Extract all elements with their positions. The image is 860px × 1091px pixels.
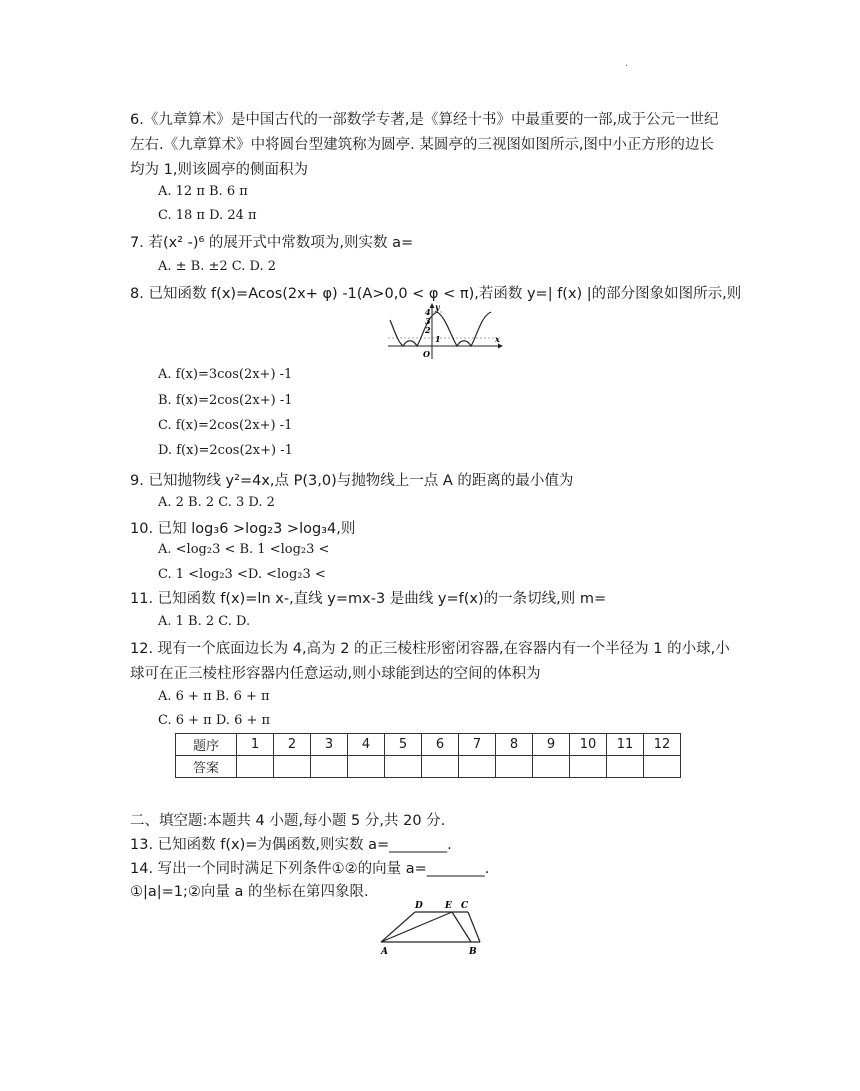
answer-table-number: 12 bbox=[644, 734, 681, 756]
q10-options-row-1: A. <log₂3 < B. 1 <log₂3 < bbox=[158, 542, 330, 557]
q7-stem: 7. 若(x² -)⁶ 的展开式中常数项为,则实数 a= bbox=[130, 235, 414, 251]
answer-cell[interactable] bbox=[533, 756, 570, 778]
x-axis-arrow-icon bbox=[498, 344, 503, 349]
answer-table-answer-row bbox=[176, 756, 681, 778]
point-label-c: C bbox=[461, 901, 469, 911]
answer-cell[interactable] bbox=[422, 756, 459, 778]
answer-table-number: 10 bbox=[570, 734, 607, 756]
point-label-d: D bbox=[415, 901, 423, 911]
q6-line-2: 左右.《九章算术》中将圆台型建筑称为圆亭. 某圆亭的三视图如图所示,图中小正方形的边长 bbox=[130, 137, 714, 153]
graph-tick-2: 2 bbox=[425, 325, 431, 335]
answer-cell[interactable] bbox=[237, 756, 274, 778]
q11-stem: 11. 已知函数 f(x)=ln x-,直线 y=mx-3 是曲线 y=f(x)的一条切线,则 m= bbox=[130, 591, 607, 607]
answer-cell[interactable] bbox=[274, 756, 311, 778]
q12-line-1: 12. 现有一个底面边长为 4,高为 2 的正三棱柱形密闭容器,在容器内有一个半径为 1 的小球,小 bbox=[130, 641, 730, 657]
answer-table-number: 8 bbox=[496, 734, 533, 756]
question-13: 13. 已知函数 f(x)=为偶函数,则实数 a=________. bbox=[130, 837, 452, 853]
q10-options-row-2: C. 1 <log₂3 <D. <log₂3 < bbox=[158, 567, 326, 582]
q11-options: A. 1 B. 2 C. D. bbox=[158, 614, 251, 629]
edge-ae bbox=[381, 912, 452, 942]
answer-table-number: 6 bbox=[422, 734, 459, 756]
answer-cell[interactable] bbox=[348, 756, 385, 778]
q10-stem: 10. 已知 log₃6 >log₂3 >log₃4,则 bbox=[130, 521, 356, 537]
graph-tick-1: 1 bbox=[435, 334, 441, 344]
trapezoid-figure bbox=[375, 896, 490, 958]
edge-ad bbox=[381, 912, 415, 942]
graph-origin-label: O bbox=[423, 349, 430, 359]
answer-cell[interactable] bbox=[570, 756, 607, 778]
graph-y-label: y bbox=[435, 302, 440, 312]
graph-x-label: x bbox=[495, 334, 500, 344]
answer-table-number-row bbox=[176, 734, 681, 756]
answer-cell[interactable] bbox=[311, 756, 348, 778]
answer-cell[interactable] bbox=[496, 756, 533, 778]
answer-table-header-number: 题序 bbox=[176, 734, 237, 756]
q8-option-b: B. f(x)=2cos(2x+) -1 bbox=[158, 393, 293, 408]
q12-options-row-2: C. 6 + π D. 6 + π bbox=[158, 713, 271, 728]
point-label-a: A bbox=[381, 947, 388, 957]
question-14-line-2: ①|a|=1;②向量 a 的坐标在第四象限. bbox=[130, 884, 369, 900]
answer-table bbox=[175, 733, 681, 778]
answer-table-header-answer: 答案 bbox=[176, 756, 237, 778]
q8-option-a: A. f(x)=3cos(2x+) -1 bbox=[158, 367, 293, 382]
q6-options-row-2: C. 18 π D. 24 π bbox=[158, 208, 257, 223]
header-mark: . bbox=[625, 58, 629, 69]
q6-options-row-1: A. 12 π B. 6 π bbox=[158, 184, 248, 199]
answer-table-number: 3 bbox=[311, 734, 348, 756]
q8-option-d: D. f(x)=2cos(2x+) -1 bbox=[158, 443, 293, 458]
question-14-line-1: 14. 写出一个同时满足下列条件①②的向量 a=________. bbox=[130, 861, 490, 877]
q9-stem: 9. 已知抛物线 y²=4x,点 P(3,0)与抛物线上一点 A 的距离的最小值为 bbox=[130, 473, 574, 489]
answer-table-number: 1 bbox=[237, 734, 274, 756]
answer-table-number: 7 bbox=[459, 734, 496, 756]
answer-table-number: 2 bbox=[274, 734, 311, 756]
q6-line-3: 均为 1,则该圆亭的侧面积为 bbox=[130, 162, 308, 178]
answer-cell[interactable] bbox=[607, 756, 644, 778]
q12-options-row-1: A. 6 + π B. 6 + π bbox=[158, 689, 270, 704]
graph-tick-3: 3 bbox=[425, 316, 431, 326]
point-label-b: B bbox=[469, 947, 477, 957]
q7-options: A. ± B. ±2 C. D. 2 bbox=[158, 259, 277, 274]
q8-option-c: C. f(x)=2cos(2x+) -1 bbox=[158, 418, 293, 433]
q9-options: A. 2 B. 2 C. 3 D. 2 bbox=[158, 495, 275, 510]
point-label-e: E bbox=[445, 901, 452, 911]
section-2-title: 二、填空题:本题共 4 小题,每小题 5 分,共 20 分. bbox=[130, 813, 446, 829]
q8-stem: 8. 已知函数 f(x)=Acos(2x+ φ) -1(A>0,0 < φ < π),若函数 y=| f(x) |的部分图象如图所示,则 bbox=[130, 286, 742, 302]
edge-eb bbox=[452, 912, 471, 942]
q12-line-2: 球可在正三棱柱形容器内任意运动,则小球能到达的空间的体积为 bbox=[130, 666, 541, 682]
answer-cell[interactable] bbox=[385, 756, 422, 778]
answer-cell[interactable] bbox=[459, 756, 496, 778]
answer-table-number: 5 bbox=[385, 734, 422, 756]
q6-line-1: 6.《九章算术》是中国古代的一部数学专著,是《算经十书》中最重要的一部,成于公元一世纪 bbox=[130, 112, 719, 128]
answer-table-number: 11 bbox=[607, 734, 644, 756]
answer-table-number: 4 bbox=[348, 734, 385, 756]
answer-cell[interactable] bbox=[644, 756, 681, 778]
edge-cb bbox=[468, 912, 480, 942]
answer-table-number: 9 bbox=[533, 734, 570, 756]
graph-tick-4: 4 bbox=[425, 307, 431, 317]
q8-function-graph bbox=[385, 302, 505, 360]
